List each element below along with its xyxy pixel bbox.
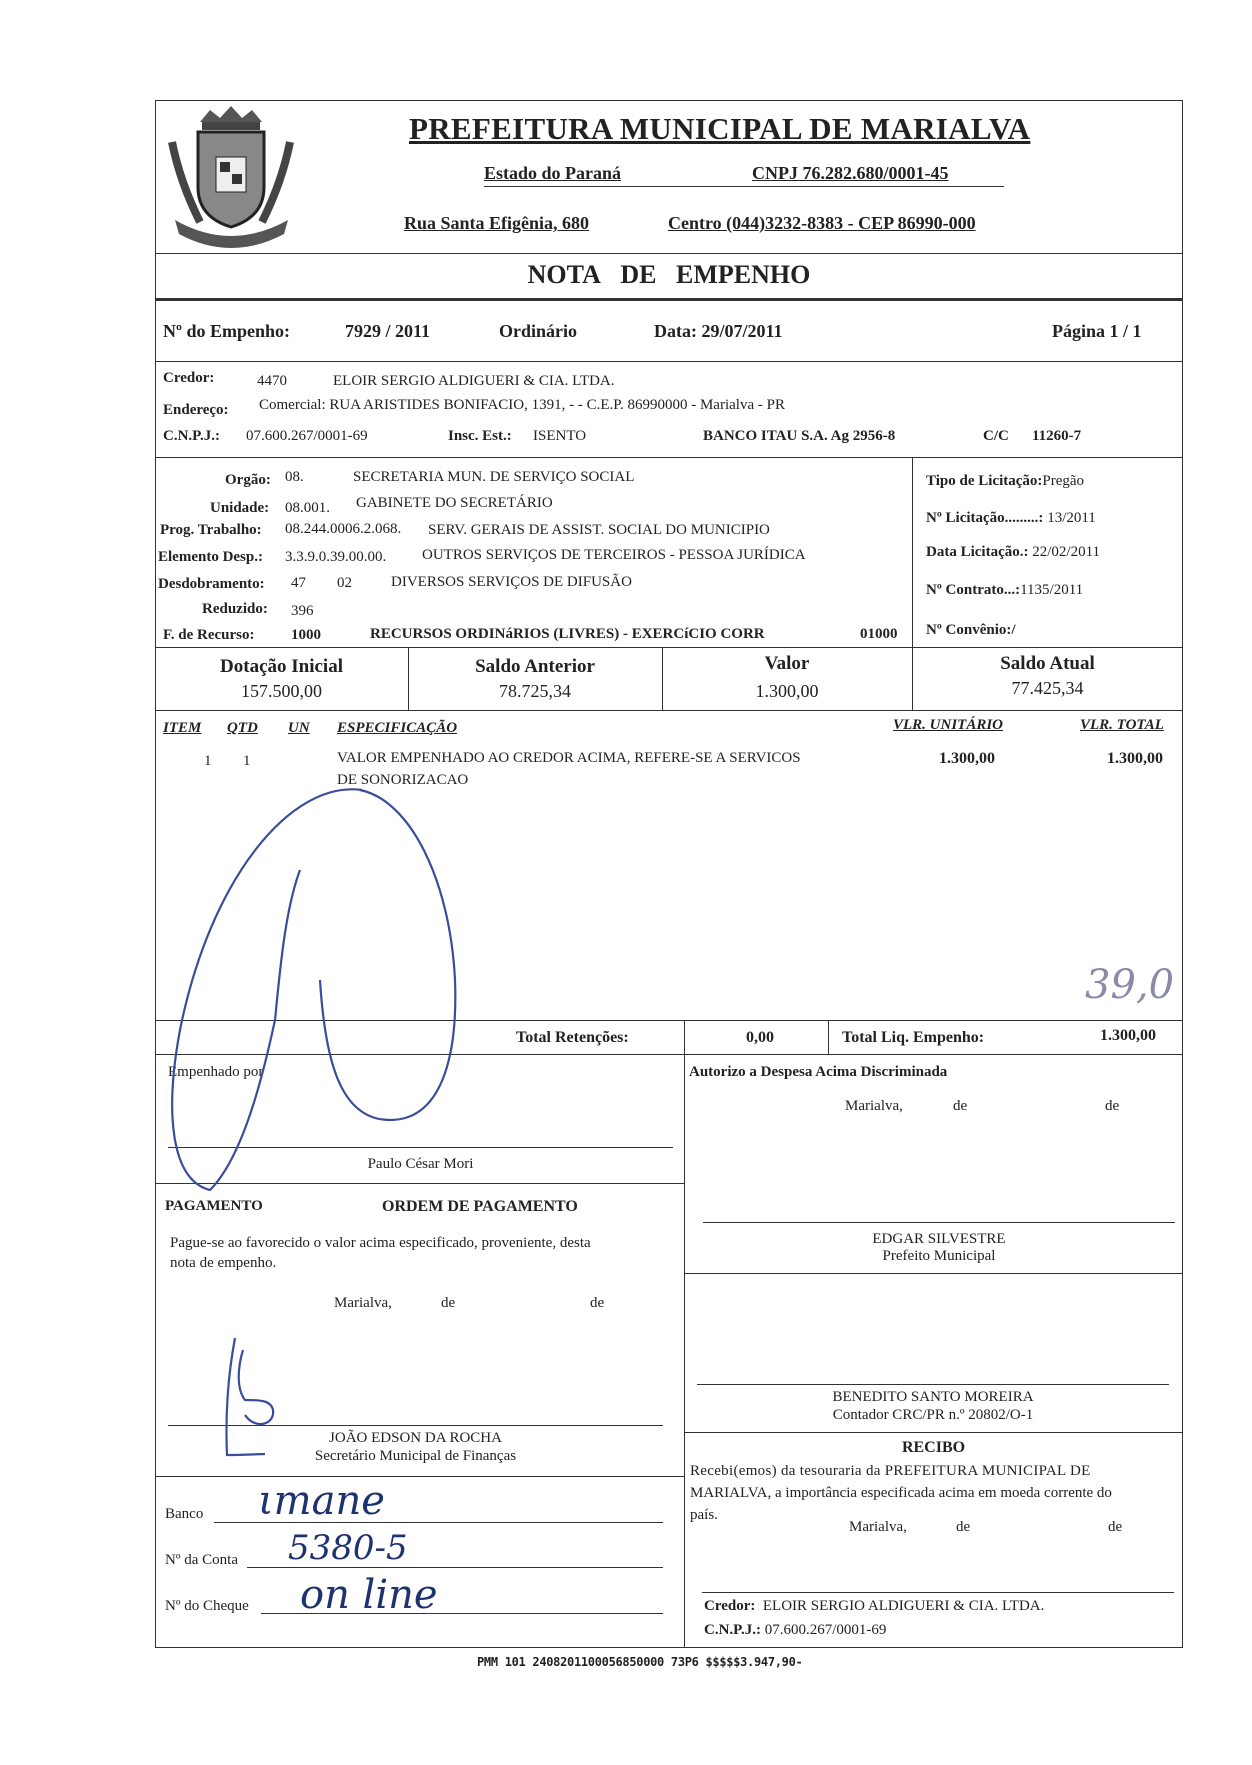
vertical-divider [912, 457, 913, 647]
desdobramento-code: 47 [291, 575, 306, 591]
reduzido-label: Reduzido: [202, 601, 268, 617]
autorizo-de2: de [1105, 1098, 1120, 1114]
divider [684, 1273, 1183, 1274]
orgao-code: 08. [285, 469, 304, 485]
col-vlr-total: VLR. TOTAL [1080, 717, 1164, 733]
address-label: Endereço: [163, 402, 229, 418]
footer-code: PMM 101 2408201100056850000 73P6 $$$$$3.947,90- [477, 1655, 803, 1669]
valor-value: 1.300,00 [755, 681, 819, 701]
page-title: PREFEITURA MUNICIPAL DE MARIALVA [409, 111, 1031, 146]
col-vlr-unit: VLR. UNITÁRIO [893, 717, 1004, 733]
divider [155, 253, 1183, 254]
doc-title-1: NOTA [527, 260, 601, 289]
total-retencoes-label: Total Retenções: [516, 1029, 629, 1046]
desdobramento-name: DIVERSOS SERVIÇOS DE DIFUSÃO [391, 574, 632, 590]
recibo-cnpj-value: 07.600.267/0001-69 [764, 1622, 887, 1638]
doc-title-2: DE [620, 260, 657, 289]
divider [155, 298, 1183, 301]
saldo-atual-label: Saldo Atual [1000, 653, 1095, 674]
recurso-num: 01000 [860, 626, 898, 642]
recurso-name: RECURSOS ORDINáRIOS (LIVRES) - EXERCíCIO CORR [370, 626, 765, 642]
signature-line [703, 1222, 1175, 1223]
divider [155, 710, 1183, 711]
state-label: Estado do Paraná [484, 163, 622, 183]
coat-of-arms [160, 102, 303, 252]
insc-label: Insc. Est.: [448, 428, 512, 444]
credor-cnpj-label: C.N.P.J.: [163, 428, 220, 444]
empenho-date: Data: 29/07/2011 [654, 321, 783, 341]
recibo-cnpj [704, 1622, 886, 1639]
recurso-code: 1000 [291, 627, 321, 643]
conta-label: Nº da Conta [165, 1552, 238, 1568]
pagamento-text-2: nota de empenho. [170, 1255, 277, 1271]
recibo-credor-label: Credor: [704, 1598, 756, 1614]
total-liquido-label: Total Liq. Empenho: [842, 1029, 985, 1046]
credor-cnpj: 07.600.267/0001-69 [246, 428, 368, 444]
unidade-name: GABINETE DO SECRETÁRIO [356, 495, 553, 511]
licitacao-num-label: Nº Licitação.........: [926, 510, 1044, 526]
bank-info: BANCO ITAU S.A. Ag 2956-8 [703, 428, 896, 444]
reduzido-value: 396 [291, 603, 314, 619]
elemento-name: OUTROS SERVIÇOS DE TERCEIROS - PESSOA JURÍDICA [422, 547, 806, 563]
licitacao-num [926, 510, 1096, 527]
credor-name: ELOIR SERGIO ALDIGUERI & CIA. LTDA. [333, 373, 615, 389]
empenho-type: Ordinário [499, 321, 578, 341]
empenho-page: Página 1 / 1 [1052, 321, 1142, 341]
elemento-code: 3.3.9.0.39.00.00. [285, 549, 387, 565]
cc-value: 11260-7 [1032, 428, 1082, 444]
dotacao-inicial-label: Dotação Inicial [220, 656, 343, 677]
orgao-name: SECRETARIA MUN. DE SERVIÇO SOCIAL [353, 469, 635, 485]
divider [155, 1476, 684, 1477]
divider [155, 457, 1183, 458]
credor-code: 4470 [257, 373, 287, 389]
address-rest: Centro (044)3232-8383 - CEP 86990-000 [668, 213, 976, 233]
prog-label: Prog. Trabalho: [160, 522, 262, 538]
contador-name: BENEDITO SANTO MOREIRA [832, 1389, 1034, 1405]
item-unit-value: 1.300,00 [939, 750, 995, 767]
licitacao-data-value: 22/02/2011 [1032, 544, 1101, 560]
pagamento-text-1: Pague-se ao favorecido o valor acima especificado, proveniente, desta [170, 1235, 591, 1251]
col-un: UN [288, 720, 310, 736]
cnpj-label: CNPJ 76.282.680/0001-45 [752, 163, 949, 183]
insc-value: ISENTO [533, 428, 587, 444]
prefeito-title: Prefeito Municipal [882, 1248, 996, 1264]
saldo-atual-value: 77.425,34 [1011, 678, 1084, 698]
recibo-cnpj-label: C.N.P.J.: [704, 1622, 761, 1638]
banco-label: Banco [165, 1506, 204, 1522]
handwritten-initials [215, 1330, 285, 1460]
ordem-label: ORDEM DE PAGAMENTO [382, 1198, 578, 1215]
col-item: ITEM [163, 720, 202, 736]
recibo-text-1: Recebi(emos) da tesouraria da PREFEITURA MUNICIPAL DE [690, 1463, 1091, 1479]
licitacao-num-value: 13/2011 [1047, 510, 1096, 526]
document-title [155, 260, 1183, 290]
pagamento-de2: de [590, 1295, 605, 1311]
recibo-label: RECIBO [901, 1439, 966, 1456]
item-qtd: 1 [243, 753, 251, 769]
item-spec-line2: DE SONORIZACAO [337, 772, 469, 788]
unidade-code: 08.001. [285, 500, 330, 516]
total-liquido-value: 1.300,00 [1100, 1027, 1156, 1044]
recibo-de2: de [1108, 1519, 1123, 1535]
handwritten-signature-loop [150, 760, 490, 1210]
pagamento-city: Marialva, [334, 1295, 392, 1311]
prefeito-name: EDGAR SILVESTRE [872, 1231, 1006, 1247]
pagamento-label: PAGAMENTO [165, 1198, 263, 1214]
dotacao-inicial-value: 157.500,00 [241, 681, 322, 701]
secretario-title: Secretário Municipal de Finanças [314, 1448, 517, 1464]
empenho-label: Nº do Empenho: [163, 321, 290, 341]
recibo-text-3: país. [690, 1507, 718, 1523]
valor-label: Valor [764, 653, 810, 674]
recibo-text-2: MARIALVA, a importância especificada acima em moeda corrente do [690, 1485, 1112, 1501]
unidade-label: Unidade: [210, 500, 270, 516]
autorizo-city: Marialva, [845, 1098, 903, 1114]
handwritten-note: 39,0 [1085, 962, 1175, 1008]
licitacao-contrato-value: 1135/2011 [1020, 582, 1084, 598]
elemento-label: Elemento Desp.: [158, 549, 263, 565]
cheque-label: Nº do Cheque [165, 1598, 249, 1614]
recurso-label: F. de Recurso: [163, 627, 255, 643]
credor-address: Comercial: RUA ARISTIDES BONIFACIO, 1391, - - C.E.P. 86990000 - Marialva - PR [259, 397, 785, 413]
vertical-divider [684, 1020, 685, 1054]
empenhado-label: Empenhado por [168, 1064, 264, 1080]
licitacao-tipo-label: Tipo de Licitação: [926, 473, 1043, 489]
licitacao-convenio: Nº Convênio:/ [926, 622, 1016, 638]
empenho-number: 7929 / 2011 [345, 321, 431, 341]
desdobramento-label: Desdobramento: [158, 576, 265, 592]
autorizo-label: Autorizo a Despesa Acima Discriminada [689, 1064, 948, 1080]
address-street: Rua Santa Efigênia, 680 [404, 213, 590, 233]
divider [684, 1432, 1183, 1433]
divider [155, 361, 1183, 362]
prog-code: 08.244.0006.2.068. [285, 521, 402, 537]
saldo-anterior-label: Saldo Anterior [475, 656, 595, 677]
vertical-divider [684, 1054, 685, 1648]
col-espec: ESPECIFICAÇÃO [337, 720, 458, 736]
item-total-value: 1.300,00 [1107, 750, 1163, 767]
recibo-de1: de [956, 1519, 971, 1535]
licitacao-tipo-value: Pregão [1042, 473, 1085, 489]
signature-line [697, 1384, 1169, 1385]
vertical-divider [828, 1020, 829, 1054]
prog-name: SERV. GERAIS DE ASSIST. SOCIAL DO MUNICIPIO [428, 522, 770, 538]
doc-title-3: EMPENHO [675, 260, 811, 289]
secretario-name: JOÃO EDSON DA ROCHA [329, 1430, 502, 1446]
saldo-anterior-value: 78.725,34 [499, 681, 571, 701]
autorizo-de1: de [953, 1098, 968, 1114]
licitacao-data-label: Data Licitação.: [926, 544, 1029, 560]
item-number: 1 [204, 753, 212, 769]
col-qtd: QTD [227, 720, 258, 736]
pagamento-de1: de [441, 1295, 456, 1311]
signature-line [702, 1592, 1174, 1593]
conta-handwritten: 5380-5 [288, 1528, 408, 1568]
credor-label: Credor: [163, 370, 215, 386]
divider [155, 647, 1183, 648]
total-retencoes-value: 0,00 [746, 1029, 774, 1046]
licitacao-data [926, 544, 1100, 561]
licitacao-tipo [926, 473, 1084, 490]
recibo-credor-name: ELOIR SERGIO ALDIGUERI & CIA. LTDA. [762, 1598, 1045, 1614]
banco-handwritten: ιmane [258, 1478, 385, 1524]
recibo-city: Marialva, [849, 1519, 907, 1535]
recibo-credor [704, 1598, 1044, 1615]
header-underline [484, 186, 1004, 187]
orgao-label: Orgão: [225, 472, 271, 488]
item-spec-line1: VALOR EMPENHADO AO CREDOR ACIMA, REFERE-SE A SERVICOS [337, 750, 801, 766]
licitacao-contrato-label: Nº Contrato...: [926, 582, 1021, 598]
contador-title: Contador CRC/PR n.º 20802/O-1 [832, 1407, 1034, 1423]
empenhado-name: Paulo César Mori [367, 1156, 474, 1172]
cheque-handwritten: on line [300, 1572, 438, 1618]
cc-label: C/C [983, 428, 1009, 444]
desdobramento-sub: 02 [337, 575, 352, 591]
licitacao-contrato [926, 582, 1083, 599]
coat-of-arms-icon [160, 102, 303, 252]
